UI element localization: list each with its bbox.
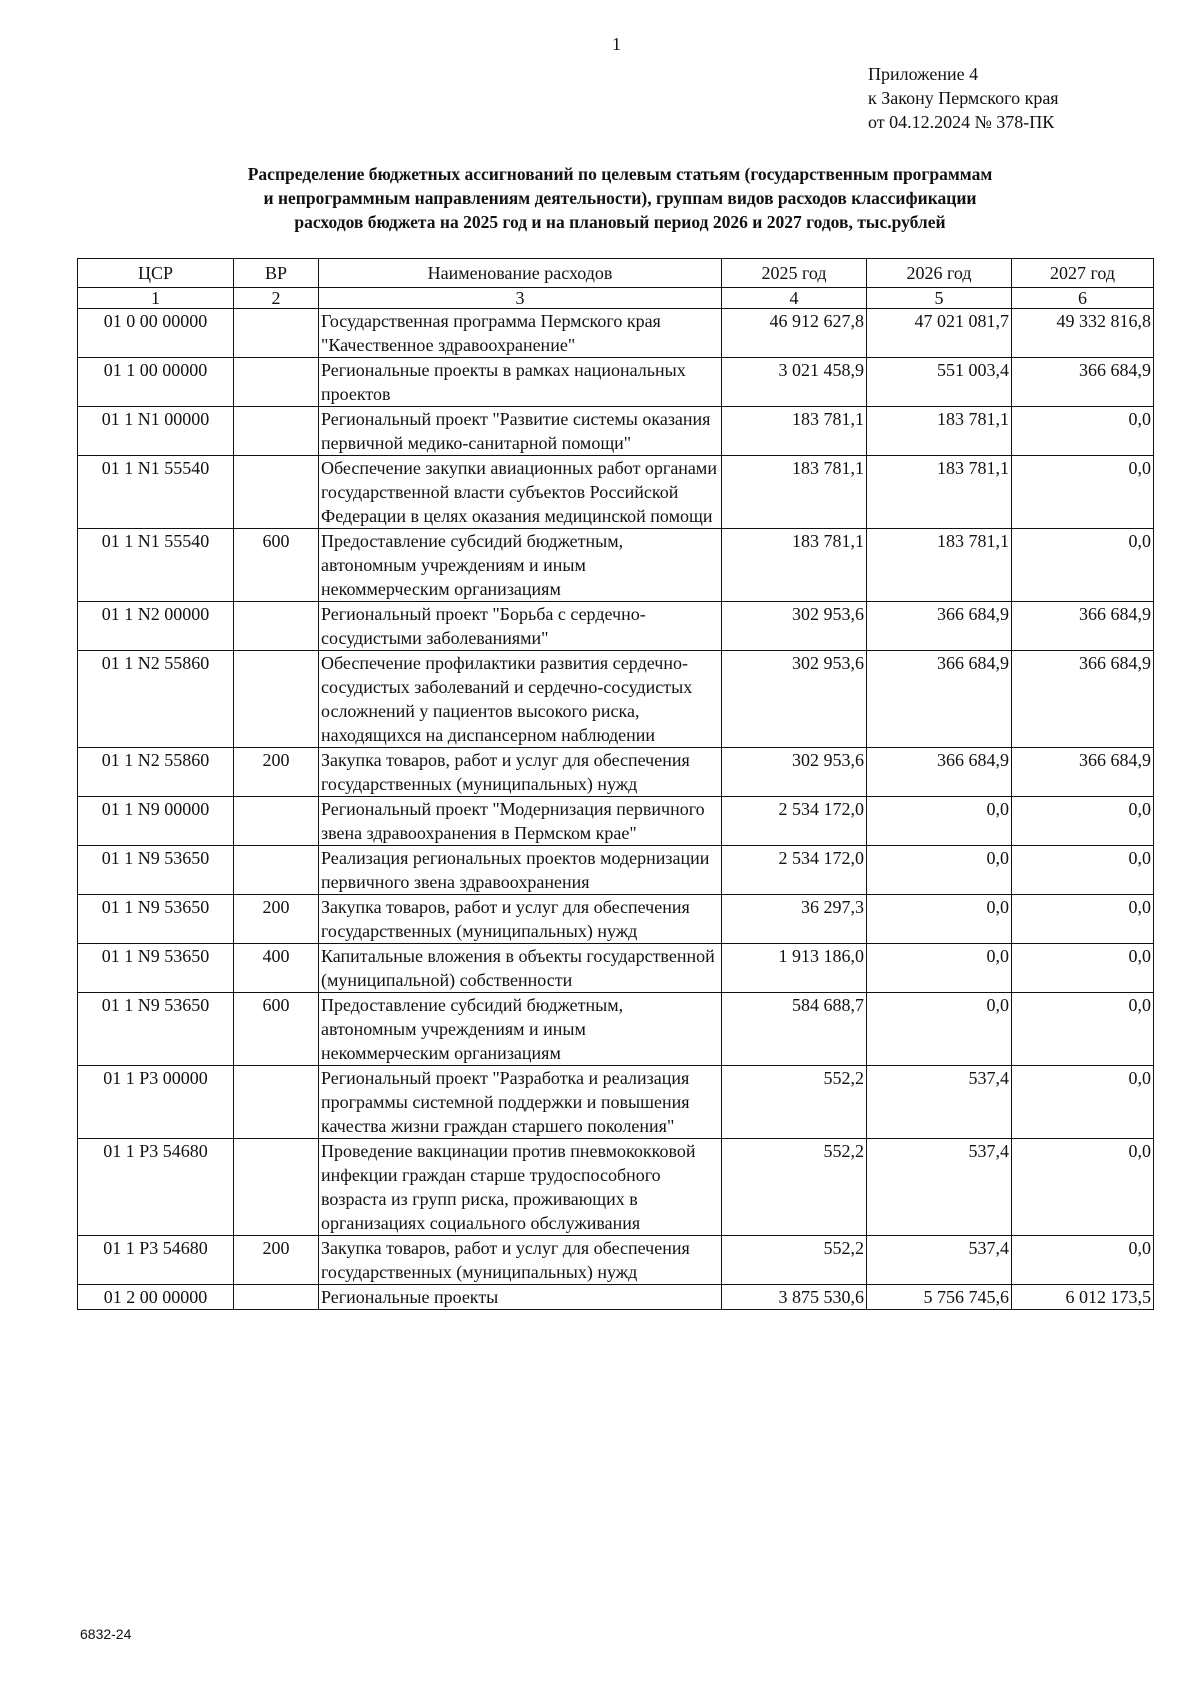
column-number: 3 [319, 288, 722, 309]
cell-2025: 2 534 172,0 [722, 797, 867, 846]
cell-name: Региональные проекты [319, 1285, 722, 1310]
cell-2025: 183 781,1 [722, 456, 867, 529]
cell-csr: 01 1 N9 53650 [78, 895, 234, 944]
cell-name: Региональные проекты в рамках национальных проектов [319, 358, 722, 407]
cell-vr [234, 846, 319, 895]
cell-2025: 183 781,1 [722, 407, 867, 456]
cell-vr: 200 [234, 748, 319, 797]
cell-2026: 366 684,9 [867, 748, 1012, 797]
cell-csr: 01 1 P3 00000 [78, 1066, 234, 1139]
header-csr: ЦСР [78, 259, 234, 288]
cell-name: Реализация региональных проектов модернизации первичного звена здравоохранения [319, 846, 722, 895]
appendix-line: Приложение 4 [868, 64, 979, 84]
cell-2026: 0,0 [867, 993, 1012, 1066]
cell-2025: 3 875 530,6 [722, 1285, 867, 1310]
cell-csr: 01 1 N9 53650 [78, 846, 234, 895]
cell-csr: 01 1 N2 55860 [78, 748, 234, 797]
cell-csr: 01 1 N2 55860 [78, 651, 234, 748]
cell-2026: 551 003,4 [867, 358, 1012, 407]
header-2027: 2027 год [1012, 259, 1154, 288]
cell-2027: 0,0 [1012, 407, 1154, 456]
cell-2027: 0,0 [1012, 993, 1154, 1066]
cell-csr: 01 2 00 00000 [78, 1285, 234, 1310]
cell-vr [234, 602, 319, 651]
header-2026: 2026 год [867, 259, 1012, 288]
cell-vr [234, 309, 319, 358]
title-line: и непрограммным направлениям деятельности), группам видов расходов классификации [263, 188, 977, 208]
cell-2027: 6 012 173,5 [1012, 1285, 1154, 1310]
cell-name: Проведение вакцинации против пневмококковой инфекции граждан старше трудоспособного возраста из групп риска, проживающих в организациях социального обслуживания [319, 1139, 722, 1236]
cell-csr: 01 1 N9 00000 [78, 797, 234, 846]
header-vr: ВР [234, 259, 319, 288]
cell-name: Региональный проект "Разработка и реализация программы системной поддержки и повышения качества жизни граждан старшего поколения" [319, 1066, 722, 1139]
budget-table [77, 258, 1154, 1310]
budget-table-body [78, 309, 1154, 1310]
column-number: 1 [78, 288, 234, 309]
cell-vr [234, 407, 319, 456]
cell-name: Закупка товаров, работ и услуг для обеспечения государственных (муниципальных) нужд [319, 748, 722, 797]
cell-2025: 552,2 [722, 1236, 867, 1285]
cell-2025: 584 688,7 [722, 993, 867, 1066]
cell-2026: 183 781,1 [867, 407, 1012, 456]
column-number: 2 [234, 288, 319, 309]
cell-2027: 366 684,9 [1012, 602, 1154, 651]
cell-2026: 537,4 [867, 1236, 1012, 1285]
cell-csr: 01 1 00 00000 [78, 358, 234, 407]
cell-2027: 0,0 [1012, 1236, 1154, 1285]
cell-name: Капитальные вложения в объекты государственной (муниципальной) собственности [319, 944, 722, 993]
cell-2026: 0,0 [867, 944, 1012, 993]
table-row [78, 944, 1154, 993]
cell-2027: 366 684,9 [1012, 358, 1154, 407]
cell-vr [234, 1285, 319, 1310]
cell-2027: 0,0 [1012, 846, 1154, 895]
cell-vr: 600 [234, 529, 319, 602]
cell-name: Предоставление субсидий бюджетным, автономным учреждениям и иным некоммерческим организациям [319, 993, 722, 1066]
column-number-row [78, 288, 1154, 309]
header-row [78, 259, 1154, 288]
cell-2026: 366 684,9 [867, 651, 1012, 748]
title-line: Распределение бюджетных ассигнований по целевым статьям (государственным программам [247, 164, 993, 184]
header-name: Наименование расходов [319, 259, 722, 288]
cell-vr [234, 1066, 319, 1139]
cell-csr: 01 1 N1 55540 [78, 456, 234, 529]
cell-2025: 552,2 [722, 1066, 867, 1139]
cell-vr [234, 651, 319, 748]
page-number: 1 [612, 34, 621, 54]
table-row [78, 529, 1154, 602]
cell-vr [234, 456, 319, 529]
table-row [78, 456, 1154, 529]
table-row [78, 602, 1154, 651]
cell-vr [234, 797, 319, 846]
appendix-reference [868, 62, 1059, 134]
cell-2025: 46 912 627,8 [722, 309, 867, 358]
cell-2027: 366 684,9 [1012, 651, 1154, 748]
table-row [78, 651, 1154, 748]
cell-2026: 0,0 [867, 846, 1012, 895]
cell-vr [234, 358, 319, 407]
cell-csr: 01 1 N2 00000 [78, 602, 234, 651]
cell-csr: 01 1 P3 54680 [78, 1139, 234, 1236]
cell-2026: 183 781,1 [867, 529, 1012, 602]
cell-2027: 0,0 [1012, 944, 1154, 993]
cell-2026: 183 781,1 [867, 456, 1012, 529]
cell-2026: 0,0 [867, 797, 1012, 846]
cell-2026: 537,4 [867, 1139, 1012, 1236]
cell-vr [234, 1139, 319, 1236]
cell-2026: 366 684,9 [867, 602, 1012, 651]
cell-2025: 552,2 [722, 1139, 867, 1236]
cell-csr: 01 1 N9 53650 [78, 993, 234, 1066]
cell-csr: 01 1 P3 54680 [78, 1236, 234, 1285]
cell-name: Закупка товаров, работ и услуг для обеспечения государственных (муниципальных) нужд [319, 1236, 722, 1285]
column-number: 5 [867, 288, 1012, 309]
cell-2027: 49 332 816,8 [1012, 309, 1154, 358]
cell-csr: 01 1 N1 00000 [78, 407, 234, 456]
cell-vr: 200 [234, 895, 319, 944]
table-row [78, 1139, 1154, 1236]
cell-2025: 3 021 458,9 [722, 358, 867, 407]
cell-csr: 01 1 N1 55540 [78, 529, 234, 602]
cell-2027: 0,0 [1012, 895, 1154, 944]
cell-2025: 1 913 186,0 [722, 944, 867, 993]
cell-2027: 0,0 [1012, 529, 1154, 602]
appendix-line: от 04.12.2024 № 378-ПК [868, 112, 1055, 132]
cell-2026: 0,0 [867, 895, 1012, 944]
table-row [78, 993, 1154, 1066]
table-row [78, 407, 1154, 456]
cell-2025: 302 953,6 [722, 651, 867, 748]
document-code: 6832-24 [80, 1626, 132, 1642]
cell-vr: 600 [234, 993, 319, 1066]
cell-name: Предоставление субсидий бюджетным, автономным учреждениям и иным некоммерческим организациям [319, 529, 722, 602]
cell-csr: 01 1 N9 53650 [78, 944, 234, 993]
cell-2027: 366 684,9 [1012, 748, 1154, 797]
cell-2026: 537,4 [867, 1066, 1012, 1139]
table-row [78, 895, 1154, 944]
cell-2025: 183 781,1 [722, 529, 867, 602]
appendix-line: к Закону Пермского края [868, 88, 1059, 108]
cell-2027: 0,0 [1012, 1066, 1154, 1139]
table-row [78, 358, 1154, 407]
table-row [78, 1066, 1154, 1139]
cell-name: Региональный проект "Развитие системы оказания первичной медико-санитарной помощи" [319, 407, 722, 456]
cell-2025: 302 953,6 [722, 748, 867, 797]
document-title [100, 162, 1140, 234]
cell-2027: 0,0 [1012, 1139, 1154, 1236]
cell-2025: 2 534 172,0 [722, 846, 867, 895]
cell-name: Закупка товаров, работ и услуг для обеспечения государственных (муниципальных) нужд [319, 895, 722, 944]
column-number: 6 [1012, 288, 1154, 309]
cell-2027: 0,0 [1012, 456, 1154, 529]
cell-2027: 0,0 [1012, 797, 1154, 846]
table-row [78, 1236, 1154, 1285]
table-row [78, 846, 1154, 895]
cell-2025: 302 953,6 [722, 602, 867, 651]
cell-2026: 5 756 745,6 [867, 1285, 1012, 1310]
title-line: расходов бюджета на 2025 год и на плановый период 2026 и 2027 годов, тыс.рублей [294, 212, 946, 232]
cell-vr: 400 [234, 944, 319, 993]
table-row [78, 309, 1154, 358]
column-number: 4 [722, 288, 867, 309]
cell-vr: 200 [234, 1236, 319, 1285]
table-row [78, 1285, 1154, 1310]
cell-2025: 36 297,3 [722, 895, 867, 944]
cell-name: Региональный проект "Борьба с сердечно-сосудистыми заболеваниями" [319, 602, 722, 651]
cell-2026: 47 021 081,7 [867, 309, 1012, 358]
cell-name: Обеспечение закупки авиационных работ органами государственной власти субъектов Российской Федерации в целях оказания медицинской помощи [319, 456, 722, 529]
table-row [78, 797, 1154, 846]
table-row [78, 748, 1154, 797]
header-2025: 2025 год [722, 259, 867, 288]
cell-name: Региональный проект "Модернизация первичного звена здравоохранения в Пермском крае" [319, 797, 722, 846]
cell-name: Обеспечение профилактики развития сердечно-сосудистых заболеваний и сердечно-сосудистых осложнений у пациентов высокого риска, находящихся на диспансерном наблюдении [319, 651, 722, 748]
cell-csr: 01 0 00 00000 [78, 309, 234, 358]
cell-name: Государственная программа Пермского края "Качественное здравоохранение" [319, 309, 722, 358]
